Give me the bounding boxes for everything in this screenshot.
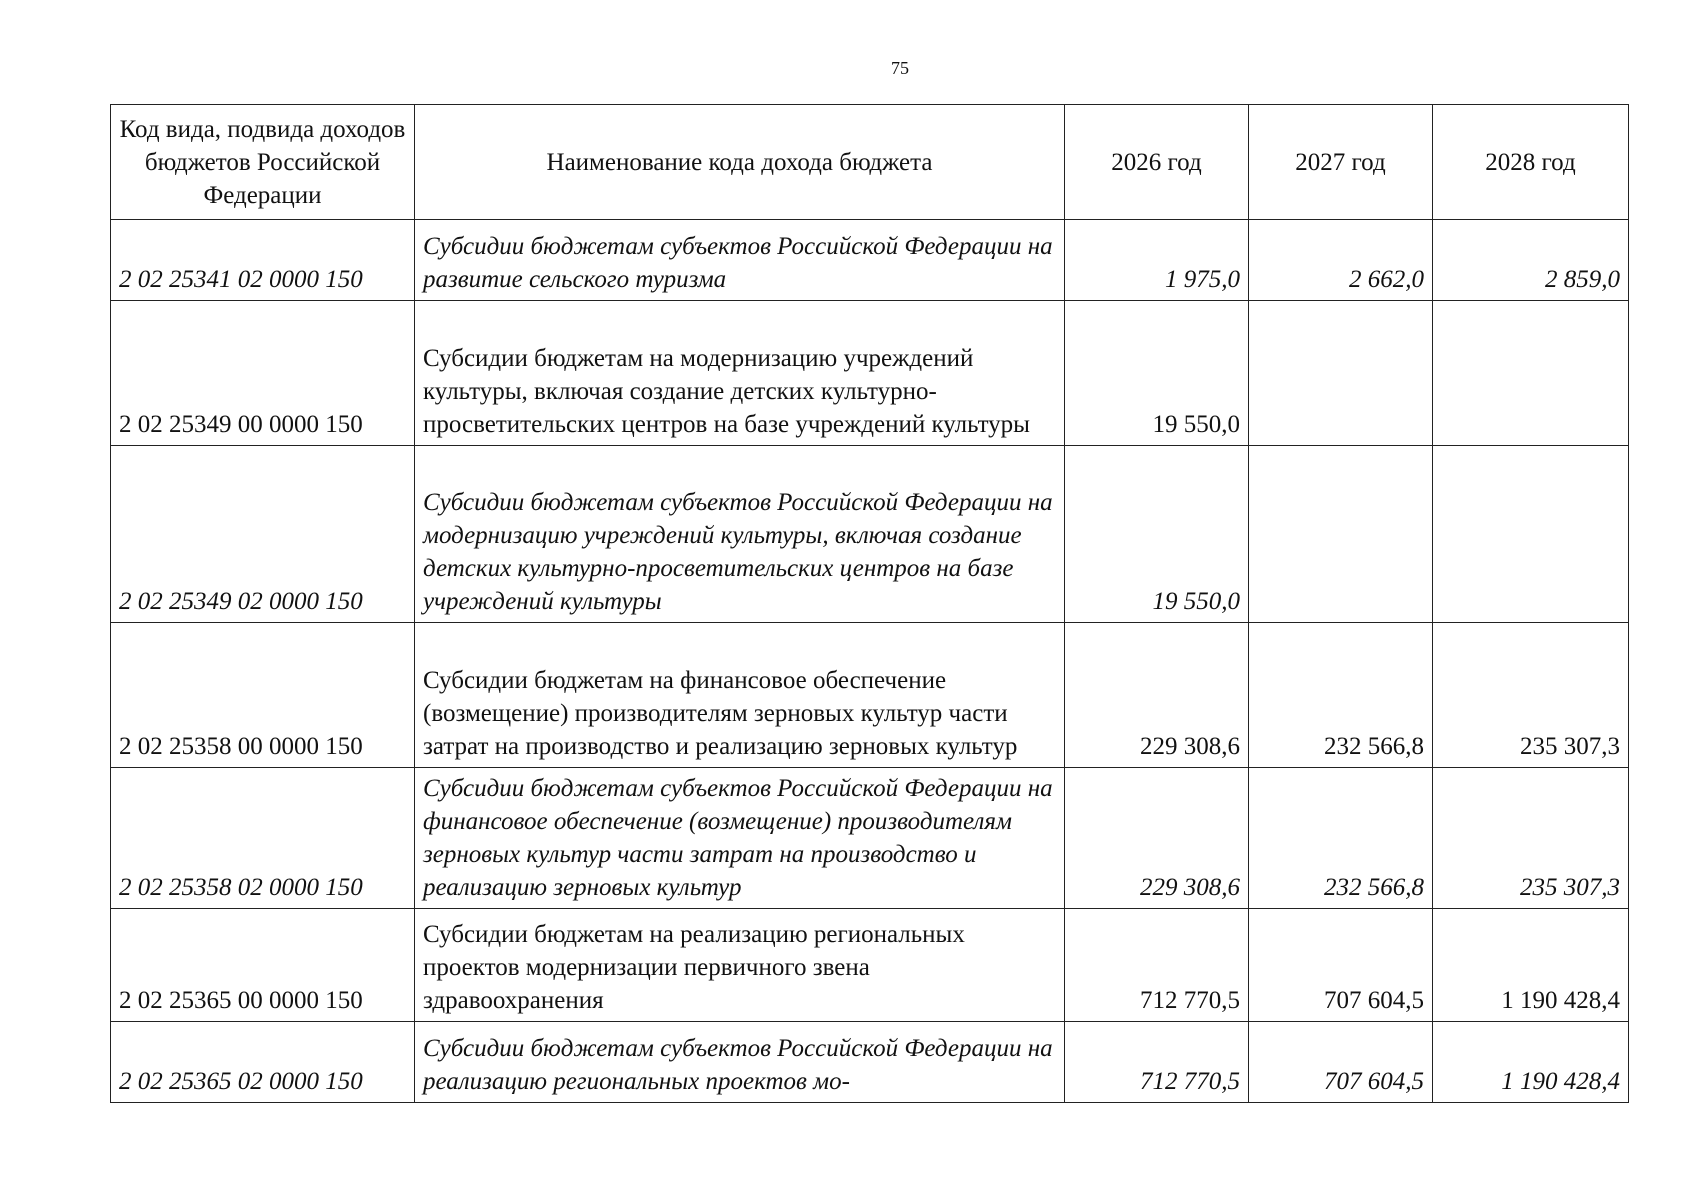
row-name: Субсидии бюджетам субъектов Российской Федерации на модернизацию учреждений культуры, включая создание детских культурно-просветительских центров на базе учреждений культуры bbox=[415, 446, 1065, 623]
row-value-2028: 2 859,0 bbox=[1433, 220, 1629, 301]
row-code: 2 02 25349 02 0000 150 bbox=[111, 446, 415, 623]
row-code: 2 02 25341 02 0000 150 bbox=[111, 220, 415, 301]
row-value-2027: 232 566,8 bbox=[1249, 768, 1433, 909]
row-name: Субсидии бюджетам субъектов Российской Федерации на реализацию региональных проектов мо- bbox=[415, 1022, 1065, 1103]
row-value-2027: 2 662,0 bbox=[1249, 220, 1433, 301]
table-row bbox=[111, 220, 1629, 301]
table-body bbox=[111, 220, 1629, 1103]
row-value-2027 bbox=[1249, 301, 1433, 446]
row-code: 2 02 25349 00 0000 150 bbox=[111, 301, 415, 446]
table-row bbox=[111, 446, 1629, 623]
row-value-2027: 707 604,5 bbox=[1249, 1022, 1433, 1103]
header-2028: 2028 год bbox=[1433, 105, 1629, 220]
table-row bbox=[111, 768, 1629, 909]
row-value-2027: 707 604,5 bbox=[1249, 909, 1433, 1022]
row-value-2028 bbox=[1433, 446, 1629, 623]
row-value-2028: 1 190 428,4 bbox=[1433, 1022, 1629, 1103]
row-value-2026: 229 308,6 bbox=[1065, 768, 1249, 909]
table-header-row bbox=[111, 105, 1629, 220]
row-value-2027 bbox=[1249, 446, 1433, 623]
header-code: Код вида, подвида доходов бюджетов Российской Федерации bbox=[111, 105, 415, 220]
row-code: 2 02 25358 00 0000 150 bbox=[111, 623, 415, 768]
row-code: 2 02 25358 02 0000 150 bbox=[111, 768, 415, 909]
row-code: 2 02 25365 02 0000 150 bbox=[111, 1022, 415, 1103]
table-row bbox=[111, 623, 1629, 768]
row-name: Субсидии бюджетам субъектов Российской Федерации на развитие сельского туризма bbox=[415, 220, 1065, 301]
row-name: Субсидии бюджетам на реализацию региональных проектов модернизации первичного звена здравоохранения bbox=[415, 909, 1065, 1022]
table-row bbox=[111, 301, 1629, 446]
header-2027: 2027 год bbox=[1249, 105, 1433, 220]
row-name: Субсидии бюджетам на финансовое обеспечение (возмещение) производителям зерновых культур части затрат на производство и реализацию зерновых культур bbox=[415, 623, 1065, 768]
table-row bbox=[111, 1022, 1629, 1103]
header-name: Наименование кода дохода бюджета bbox=[415, 105, 1065, 220]
header-2026: 2026 год bbox=[1065, 105, 1249, 220]
row-value-2026: 229 308,6 bbox=[1065, 623, 1249, 768]
row-value-2026: 19 550,0 bbox=[1065, 301, 1249, 446]
row-value-2028: 235 307,3 bbox=[1433, 623, 1629, 768]
row-name: Субсидии бюджетам субъектов Российской Федерации на финансовое обеспечение (возмещение) производителям зерновых культур части затрат на производство и реализацию зерновых культур bbox=[415, 768, 1065, 909]
page-number: 75 bbox=[891, 58, 909, 78]
row-value-2026: 19 550,0 bbox=[1065, 446, 1249, 623]
row-value-2026: 712 770,5 bbox=[1065, 909, 1249, 1022]
row-value-2026: 1 975,0 bbox=[1065, 220, 1249, 301]
table-row bbox=[111, 909, 1629, 1022]
row-value-2028: 235 307,3 bbox=[1433, 768, 1629, 909]
row-value-2027: 232 566,8 bbox=[1249, 623, 1433, 768]
budget-income-table bbox=[110, 104, 1629, 1103]
row-code: 2 02 25365 00 0000 150 bbox=[111, 909, 415, 1022]
row-value-2028 bbox=[1433, 301, 1629, 446]
row-name: Субсидии бюджетам на модернизацию учреждений культуры, включая создание детских культурно-просветительских центров на базе учреждений культуры bbox=[415, 301, 1065, 446]
row-value-2026: 712 770,5 bbox=[1065, 1022, 1249, 1103]
row-value-2028: 1 190 428,4 bbox=[1433, 909, 1629, 1022]
